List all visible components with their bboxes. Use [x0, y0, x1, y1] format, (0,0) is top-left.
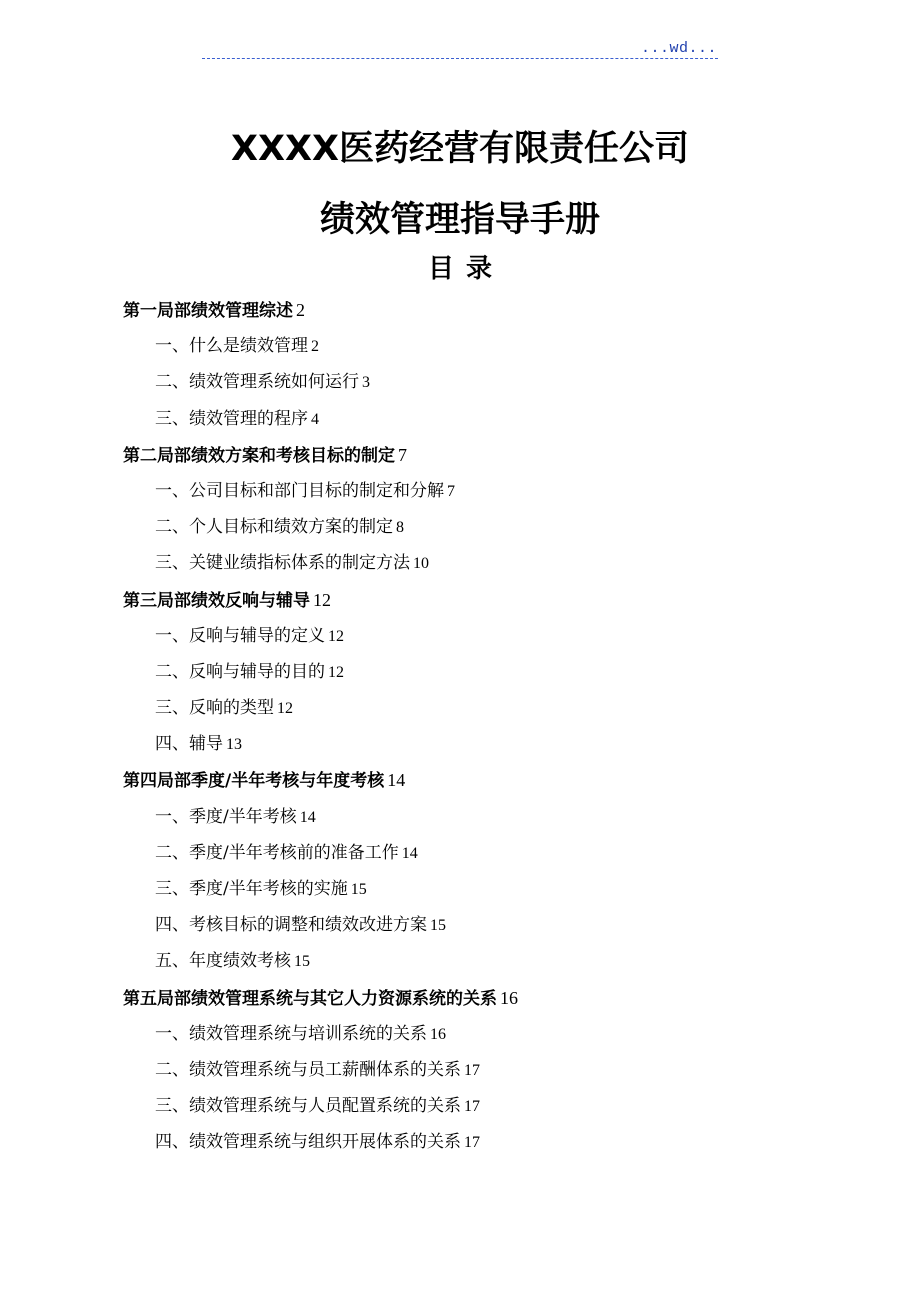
toc-page-number: 17 [464, 1098, 480, 1116]
toc-entry-title: 三、绩效管理系统与人员配置系统的关系 [155, 1096, 461, 1117]
toc-page-number: 8 [396, 519, 404, 537]
toc-entry-title: 二、季度/半年考核前的准备工作 [155, 842, 399, 863]
toc-chapter-entry[interactable] [123, 762, 843, 798]
toc-chapter-entry[interactable] [123, 292, 843, 328]
toc-entry-title: 三、反响的类型 [155, 698, 274, 719]
toc-section-entry[interactable] [123, 473, 843, 509]
company-title: XXXX医药经营有限责任公司 [231, 129, 689, 169]
toc-chapter-entry[interactable] [123, 582, 843, 618]
toc-page-number: 15 [430, 917, 446, 935]
toc-entry-title: 四、辅导 [155, 734, 223, 755]
toc-entry-title: 二、个人目标和绩效方案的制定 [155, 517, 393, 538]
toc-section-entry[interactable] [123, 618, 843, 654]
toc-section-entry[interactable] [123, 364, 843, 400]
toc-entry-title: 五、年度绩效考核 [155, 951, 291, 972]
toc-entry-title: 第四局部季度/半年考核与年度考核 [123, 771, 385, 792]
toc-page-number: 12 [313, 589, 331, 610]
toc-section-entry[interactable] [123, 907, 843, 943]
toc-page-number: 7 [447, 482, 455, 500]
toc-entry-title: 二、绩效管理系统与员工薪酬体系的关系 [155, 1059, 461, 1080]
toc-entry-title: 一、公司目标和部门目标的制定和分解 [155, 480, 444, 501]
toc-entry-title: 一、反响与辅导的定义 [155, 625, 325, 646]
toc-page-number: 15 [294, 953, 310, 971]
toc-entry-title: 三、绩效管理的程序 [155, 408, 308, 429]
toc-page-number: 15 [350, 881, 367, 898]
toc-section-entry[interactable] [123, 1052, 843, 1088]
toc-entry-title: 三、关键业绩指标体系的制定方法 [155, 553, 410, 574]
toc-section-entry[interactable] [123, 328, 843, 364]
toc-page-number: 14 [387, 770, 406, 791]
toc-entry-title: 四、绩效管理系统与组织开展体系的关系 [155, 1132, 461, 1153]
toc-entry-title: 二、绩效管理系统如何运行 [155, 372, 359, 393]
toc-entry-title: 二、反响与辅导的目的 [155, 661, 325, 682]
toc-entry-title: 第五局部绩效管理系统与其它人力资源系统的关系 [123, 988, 497, 1009]
toc-section-entry[interactable] [123, 509, 843, 545]
toc-page-number: 10 [413, 555, 429, 573]
toc-chapter-entry[interactable] [123, 980, 843, 1016]
toc-section-entry[interactable] [123, 943, 843, 979]
toc-section-entry[interactable] [123, 545, 843, 581]
toc-page-number: 12 [277, 700, 293, 718]
toc-entry-title: 第一局部绩效管理综述 [123, 301, 293, 321]
toc-section-entry[interactable] [123, 401, 843, 437]
toc-page-number: 7 [398, 444, 407, 465]
toc-page-number: 13 [226, 736, 242, 754]
toc-entry-title: 第二局部绩效方案和考核目标的制定 [123, 445, 395, 466]
toc-entry-title: 四、考核目标的调整和绩效改进方案 [155, 915, 427, 936]
toc-page-number: 2 [311, 338, 319, 356]
toc-entry-title: 第三局部绩效反响与辅导 [123, 590, 310, 611]
toc-section-entry[interactable] [123, 690, 843, 726]
toc-page-number: 16 [430, 1025, 446, 1043]
toc-section-entry[interactable] [123, 799, 843, 835]
toc-page-number: 12 [328, 627, 344, 645]
toc-entry-title: 一、什么是绩效管理 [155, 336, 308, 357]
toc-page-number: 16 [500, 987, 518, 1008]
toc-heading: 目录 [427, 254, 504, 284]
toc-section-entry[interactable] [123, 1124, 843, 1160]
toc-section-entry[interactable] [123, 835, 843, 871]
toc-page-number: 17 [464, 1061, 480, 1079]
header-dashed-rule [202, 58, 718, 59]
toc-entry-title: 一、季度/半年考核 [155, 806, 297, 827]
toc-entry-title: 一、绩效管理系统与培训系统的关系 [155, 1023, 427, 1044]
toc-page-number: 4 [311, 410, 319, 428]
toc-section-entry[interactable] [123, 1016, 843, 1052]
toc-section-entry[interactable] [123, 654, 843, 690]
toc-page-number: 2 [296, 300, 305, 320]
toc-page-number: 17 [464, 1134, 480, 1152]
toc-page-number: 12 [328, 663, 344, 681]
toc-chapter-entry[interactable] [123, 437, 843, 473]
toc-page-number: 14 [401, 844, 418, 862]
toc-page-number: 14 [299, 808, 316, 826]
header-watermark-text: ...wd... [641, 40, 718, 57]
toc-entry-title: 三、季度/半年考核的实施 [155, 879, 348, 899]
toc-section-entry[interactable] [123, 1088, 843, 1124]
toc-section-entry[interactable] [123, 726, 843, 762]
toc-section-entry[interactable] [123, 871, 843, 907]
toc-page-number: 3 [362, 374, 370, 392]
table-of-contents [123, 292, 843, 1161]
manual-title: 绩效管理指导手册 [319, 200, 600, 240]
